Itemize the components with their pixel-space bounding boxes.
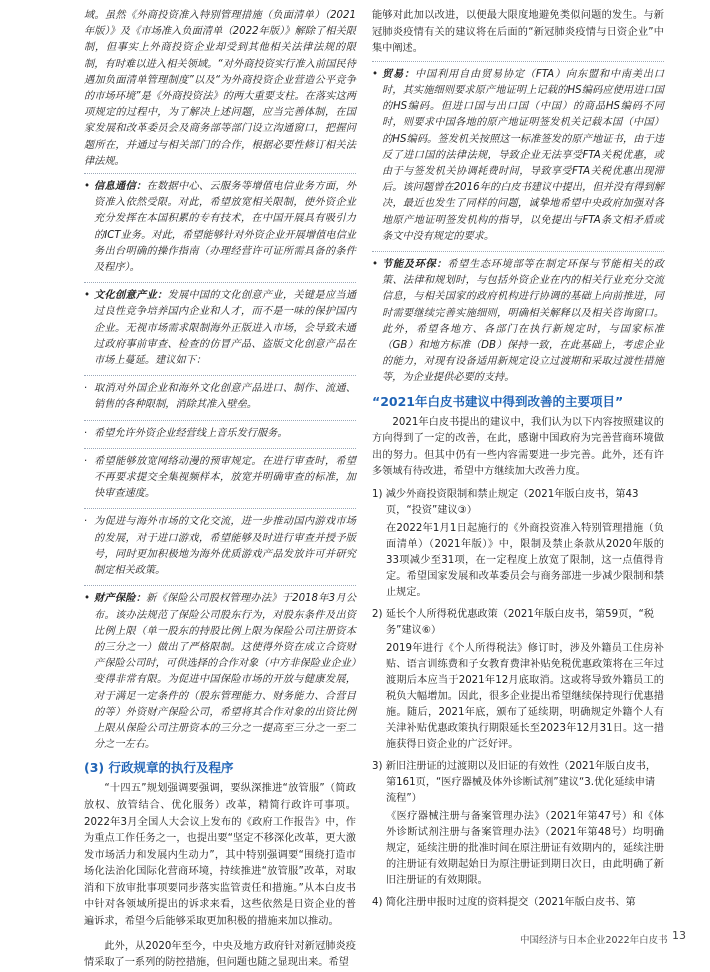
bullet-dot: · <box>84 427 88 439</box>
divider <box>84 375 356 376</box>
numbered-item-body: 2019年进行《个人所得税法》修订时，涉及外籍员工住房补贴、语言训练费和子女教育费津补贴免税优惠政策将在三年过渡期后本应当于2021年12月底取消。这或将导致外籍员工的税负大幅增加。因此，很多企业提出希望继续保持现行优惠措施。随后，2021年底，颁布了延续期，明确规定外籍个人有关津补贴优惠政策执行期限延长至2023年12月31日。这一措施获得日资企业的广泛好评。 <box>386 643 664 751</box>
divider <box>84 282 356 283</box>
divider <box>372 251 664 252</box>
divider <box>372 61 664 62</box>
sub-bullet <box>84 454 356 503</box>
left-column <box>84 8 356 972</box>
bullet-environment <box>372 257 664 387</box>
sub-bullet-text: 为促进与海外市场的文化交流，进一步推动国内游戏市场的发展，对于进口游戏，希望能够及时进行审查并授予版号，同时更加积极地为海外优质游戏产品发放许可并研究制定相关政策。 <box>94 516 356 577</box>
divider <box>84 448 356 449</box>
bullet-text: 新《保险公司股权管理办法》于2018年3月公布。该办法规范了保险公司股东行为，对股东条件及出资比例上限（单一股东的持股比例上限为保险公司注册资本的三分之一）做出了严格限制。这使得外资在成立合资财产保险公司时，可供选择的合作对象（中方非保险业企业）变得非常有限。为促进中国保险市场的开放与健康发展，对于满足一定条件的（股东管理能力、财务能力、合营目的等）外资财产保险公司，希望将其合作对象的出资比例上限从保险公司注册资本的三分之一提高至三分之一至二分之一左右。 <box>94 593 357 751</box>
divider <box>84 173 356 174</box>
section-heading: (3) 行政规章的执行及程序 <box>84 760 234 776</box>
bullet-insurance <box>84 591 356 753</box>
paragraph: 2021年白皮书提出的建议中，我们认为以下内容按照建议的方向得到了一定的改善，在此，感谢中国政府为完善营商环境做出的努力。但其中仍有一些内容需要进一步完善。此外，还有许多领域有待改进，希望中方继续加大改善力度。 <box>372 416 664 478</box>
bullet-dot: • <box>84 593 91 605</box>
bullet-dot: • <box>372 259 379 271</box>
right-column <box>372 8 664 913</box>
divider <box>84 508 356 509</box>
divider <box>84 585 356 586</box>
bullet-dot: • <box>84 181 91 193</box>
sub-bullet-text: 希望能够放宽网络动漫的预审规定。在进行审查时，希望不再要求提交全集视频样本，放宽并明确审查的标准，加快审查速度。 <box>94 455 356 500</box>
numbered-item-body: 《医疗器械注册与备案管理办法》（2021年第47号）和《体外诊断试剂注册与备案管理办法》（2021年第48号）均明确规定，延续注册的批准时间在原注册证有效期内的，延续注册的注册证有效期起始日为原注册证到期日次日，由此明确了新旧注册证的有效期限。 <box>386 811 664 887</box>
bullet-title: 节能及环保： <box>382 259 448 271</box>
numbered-item-title: 4) 简化注册申报时过度的资料提交（2021年版白皮书、第 <box>372 897 636 909</box>
sub-bullet-text: 希望允许外资企业经营线上音乐发行服务。 <box>94 427 288 439</box>
bullet-dot: • <box>372 68 379 80</box>
paragraph: “十四五”规划强调要强调，要纵深推进“放管服”（简政放权、放管结合、优化服务）改革，精简行政许可事项。2022年3月全国人大会议上发布的《政府工作报告》中，作为重点工作任务之一，也提出要“坚定不移深化改革，更大激发市场活力和发展内生动力”，其中特别强调要“围绕打造市场化法治化国际化营商环境，持续推进“放管服”改革，对取消和下放审批事项要同步落实监管责任和措施。”从本白皮书中针对各领域所提出的诉求来看，这些依然是日资企业的普遍诉求，希望今后能够采取更加积极的措施来加以推动。 <box>84 783 356 928</box>
bullet-title: 贸易： <box>382 68 415 80</box>
sub-bullet-text: 取消对外国企业和海外文化创意产品进口、制作、流通、销售的各种限制，消除其准入壁垒。 <box>94 383 356 411</box>
bullet-text: 中国利用自由贸易协定（FTA）向东盟和中南美出口时，其实施细则要求原产地证明上记载的HS编码应使用进口国的HS编码。但进口国与出口国（中国）的商品HS编码不同时，则要求中国各地的原产地证明签发机关记载本国（中国）的HS编码。签发机关按照这一标准签发的原产地证书，由于违反了进口国的法律法规，导致企业无法享受FTA关税优惠，或由于与签发机关协调耗费时间，导致享受FTA关税优惠出现滞后。该问题曾在2016年的白皮书建议中提出，但并没有得到解决，最近也发生了同样的问题，诚挚地希望中央政府加强对各地原产地证明签发机构的指导，以免提出与FTA条文相矛盾或条文中没有规定的要求。 <box>382 68 664 242</box>
sub-bullet <box>84 381 356 413</box>
sub-bullet <box>84 514 356 579</box>
paragraph: 能够对此加以改进，以便最大限度地避免类似问题的发生。与新冠肺炎疫情有关的建议将在后面的“新冠肺炎疫情与日资企业”中集中阐述。 <box>372 10 664 55</box>
bullet-title: 财产保险： <box>94 593 147 605</box>
bullet-title: 文化创意产业： <box>94 290 168 302</box>
bullet-dot: · <box>84 455 88 467</box>
numbered-item-title: 3) 新旧注册证的过渡期以及旧证的有效性（2021年版白皮书，第161页，“医疗器械及体外诊断试剂”建议“3.优化延续申请流程”） <box>372 761 657 805</box>
improvements-heading: “2021年白皮书建议中得到改善的主要项目” <box>372 393 624 409</box>
bullet-dot: · <box>84 383 88 395</box>
bullet-culture <box>84 288 356 369</box>
bullet-info-comm <box>84 179 356 276</box>
page-number: 13 <box>672 929 686 942</box>
numbered-item-title: 2) 延长个人所得税优惠政策（2021年版白皮书，第59页，“税务”建议⑥） <box>372 609 654 637</box>
bullet-text: 在数据中心、云服务等增值电信业务方面，外资准入依然受限。对此，希望放宽相关限制，使外资企业充分发挥在本国积累的专有技术，在中国开展具有吸引力的ICT业务。对此，希望能够针对外资企业开展增值电信业务出台明确的操作指南（办理经营许可证所需具备的条件及程序）。 <box>94 181 357 274</box>
paragraph-intro: 域。虽然《外商投资准入特别管理措施（负面清单）（2021年版）》及《市场准入负面清单（2022年版）》解除了相关限制，但事实上外商投资企业却受到其他相关法律法规的限制，有时难以进入相关领域。“对外商投资实行准入前国民待遇加负面清单管理制度”以及“为外商投资企业营造公平竞争的市场环境”是《外商投资法》的两大重要支柱。在落实这两项规定的过程中，为了解决上述问题，应当完善体制，在国家发展和改革委员会及商务部等部门设立沟通窗口，把握问题所在，并通过与相关部门的合作，根据必要性修订相关法律法规。 <box>84 10 356 167</box>
footer-title: 中国经济与日本企业2022年白皮书 <box>520 935 668 946</box>
bullet-text: 发展中国的文化创意产业，关键是应当通过良性竞争培养国内企业和人才，而不是一味的保护国内企业。无视市场需求限制海外正版进入市场，会导致未通过政府事前审查、检查的仿冒产品、盗版文化创意产品在市场上蔓延。建议如下： <box>94 290 357 367</box>
numbered-item-body: 在2022年1月1日起施行的《外商投资准入特别管理措施（负面清单）（2021年版）》中，限制及禁止条款从2020年版的33项减少至31项，在一定程度上放宽了限制，这一点值得肯定。希望国家发展和改革委员会与商务部进一步减少限制和禁止规定。 <box>386 523 664 599</box>
numbered-item-title: 1) 减少外商投资限制和禁止规定（2021年版白皮书，第43页，“投资”建议③） <box>372 489 639 517</box>
bullet-title: 信息通信： <box>94 181 147 193</box>
paragraph: 此外，从2020年至今，中央及地方政府针对新冠肺炎疫情采取了一系列的防控措施，但问题也随之显现出来。希望 <box>84 940 356 969</box>
bullet-dot: • <box>84 290 91 302</box>
bullet-trade <box>372 67 664 245</box>
bullet-text: 希望生态环境部等在制定环保与节能相关的政策、法律和规划时，与包括外资企业在内的相关行业充分交流信息，与相关国家的政府机构进行协调的基础上向前推进，同时需要继续完善实施细则，明确相关解释以及相关咨询窗口。此外，希望各地方、各部门在执行新规定时，与国家标准（GB）和地方标准（DB）保持一致，在此基础上，考虑企业的能力，对现有设备适用新规定设立过渡期和采取过渡性措施等，为企业提供必要的支持。 <box>382 259 664 384</box>
bullet-dot: · <box>84 516 88 528</box>
divider <box>84 420 356 421</box>
sub-bullet <box>84 426 356 442</box>
